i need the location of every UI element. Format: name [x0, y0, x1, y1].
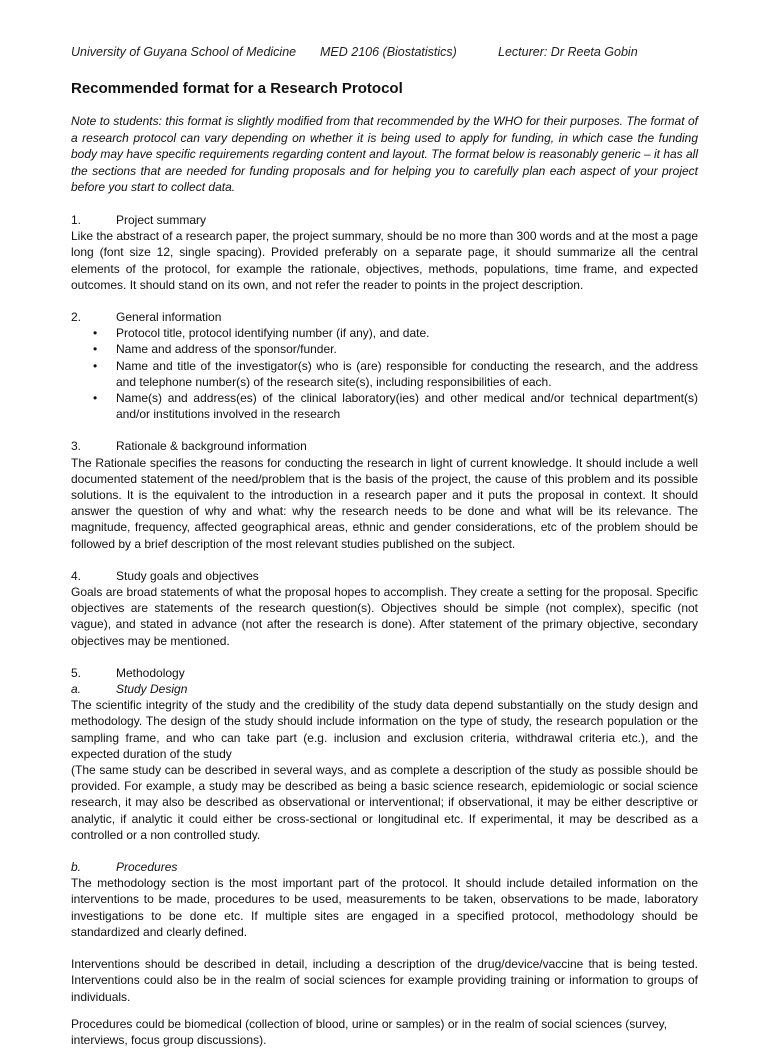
bullet-icon: •: [93, 358, 98, 373]
page-title: Recommended format for a Research Protocol: [71, 80, 403, 97]
subsection-label: a.: [71, 682, 82, 697]
list-item: [71, 358, 698, 390]
page-content: [71, 44, 698, 1005]
list-item: [71, 325, 698, 341]
list-item-text: Name(s) and address(es) of the clinical laboratory(ies) and other medical and/or technical department(s) and/or institutions involved in the research: [116, 391, 698, 422]
section-methodology: [71, 665, 698, 1005]
bullet-icon: •: [93, 342, 98, 357]
section-number: 1.: [71, 212, 82, 227]
section-goals-objectives: [71, 568, 698, 649]
list-item: [71, 390, 698, 422]
bullet-list: [71, 325, 698, 422]
list-item: [71, 341, 698, 357]
section-general-information: [71, 309, 698, 422]
interventions-paragraph: Interventions should be described in detail, including a description of the drug/device/vaccine that is being tested. Interventions could also be in the realm of social sciences for example providing training or information to groups of individuals.: [71, 957, 698, 1004]
note-to-students: Note to students: this format is slightly modified from that recommended by the WHO for their purposes. The format of a research protocol can vary depending on whether it is being used to apply for funding, in which case the funding body may have specific requirements regarding content and layout. The format below is reasonably generic – it has all the sections that are needed for funding proposals and for helping you to carefully plan each aspect of your project before you start to collect data.: [71, 114, 699, 195]
section-number: 4.: [71, 568, 82, 583]
section-rationale: [71, 438, 698, 551]
list-item-text: Name and address of the sponsor/funder.: [116, 342, 337, 357]
section-body: The Rationale specifies the reasons for conducting the research in light of current knowledge. It should include a well documented statement of the need/problem that is the basis of the project, the cause of this problem and its possible solutions. It is the equivalent to the introduction in a research paper and it puts the proposal in context. It should answer the question of why and what: why the research needs to be done and what will be its relevance. The magnitude, frequency, affected geographical areas, ethnic and gender considerations, etc of the problem should be followed by a brief description of the most relevant studies published on the subject.: [71, 455, 698, 551]
section-body: Like the abstract of a research paper, the project summary, should be no more than 300 words and at the most a page long (font size 12, single spacing). Provided preferably on a separate page, it should summarize all the central elements of the protocol, for example the rationale, objectives, methods, populations, time frame, and expected outcomes. It should stand on its own, and not refer the reader to points in the project description.: [71, 229, 698, 292]
subsection-title: Procedures: [116, 860, 178, 875]
header-course: MED 2106 (Biostatistics): [320, 45, 457, 59]
section-heading: [71, 438, 698, 454]
section-heading: [71, 309, 698, 325]
bullet-icon: •: [93, 326, 98, 341]
subsection-heading-procedures: [71, 859, 698, 875]
subsection-label: b.: [71, 860, 82, 875]
subsection-heading-study-design: [71, 681, 698, 697]
cut-off-paragraph: Procedures could be biomedical (collection of blood, urine or samples) or in the realm of social sciences (survey, interviews, focus group discussions).: [71, 1017, 668, 1048]
section-heading: [71, 212, 698, 228]
section-number: 2.: [71, 309, 82, 324]
header-lecturer: Lecturer: Dr Reeta Gobin: [498, 45, 638, 59]
section-number: 3.: [71, 439, 82, 454]
bullet-icon: •: [93, 391, 98, 405]
subsection-title: Study Design: [116, 682, 188, 697]
procedures-paragraph: The methodology section is the most important part of the protocol. It should include detailed information on the interventions to be made, procedures to be used, measurements to be taken, observations to be made, laboratory investigations to be done etc. If multiple sites are engaged in a specified protocol, methodology should be standardized and clearly defined.: [71, 876, 698, 939]
study-design-paragraph: The scientific integrity of the study and the credibility of the study data depend substantially on the study design and methodology. The design of the study should include information on the type of study, the research population or the sampling frame, and who can take part (e.g. inclusion and exclusion criteria, withdrawal criteria etc.), and the expected duration of the study: [71, 698, 698, 761]
section-number: 5.: [71, 665, 82, 680]
section-title: Rationale & background information: [116, 439, 307, 454]
header-university: University of Guyana School of Medicine: [71, 45, 297, 59]
section-title: Project summary: [116, 212, 207, 227]
section-title: Study goals and objectives: [116, 568, 259, 583]
page-header: [71, 44, 698, 61]
section-heading: [71, 568, 698, 584]
section-project-summary: [71, 212, 698, 293]
section-title: General information: [116, 309, 222, 324]
section-body: Goals are broad statements of what the proposal hopes to accomplish. They create a setting for the proposal. Specific objectives are statements of the research question(s). Objectives should be simple (not complex), specific (not vague), and stated in advance (not after the research is done). After statement of the primary objective, secondary objectives may be mentioned.: [71, 585, 698, 648]
section-title: Methodology: [116, 665, 185, 680]
list-item-text: Protocol title, protocol identifying number (if any), and date.: [116, 326, 430, 341]
study-design-note-paragraph: (The same study can be described in several ways, and as complete a description of the study as possible should be provided. For example, a study may be described as being a basic science research, epidemiologic or social science research, it may also be described as observational or interventional; if observational, it may be either descriptive or analytic, if analytic it could either be cross-sectional or longitudinal etc. If experimental, it may be described as a controlled or a non controlled study.: [71, 763, 698, 842]
section-heading: [71, 665, 698, 681]
list-item-text: Name and title of the investigator(s) who is (are) responsible for conducting the research, and the address and telephone number(s) of the research site(s), including responsibilities of each.: [116, 358, 698, 389]
